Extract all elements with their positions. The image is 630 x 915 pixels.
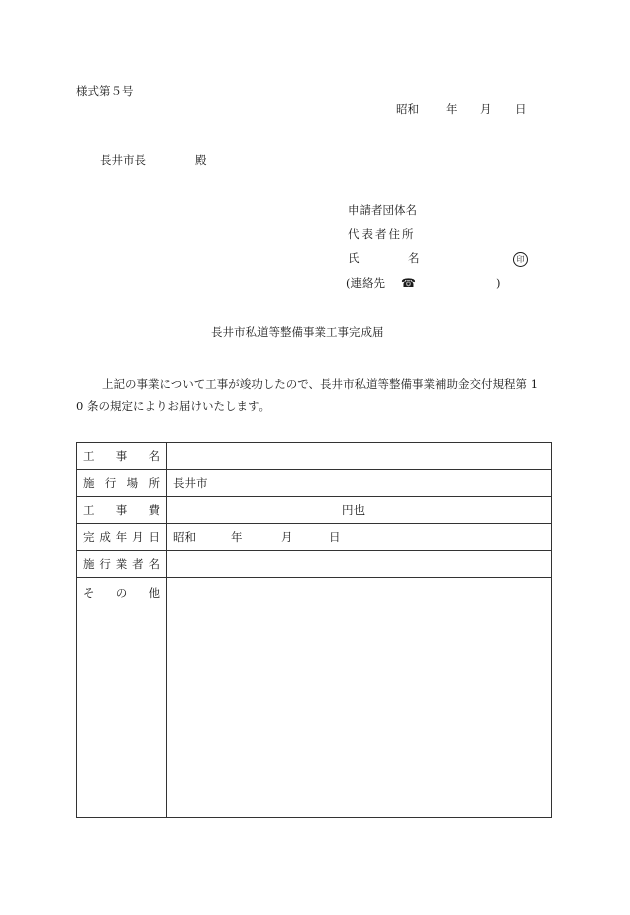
label-char: 行 xyxy=(99,557,111,571)
date-year: 年 xyxy=(231,530,243,544)
label-char: 者 xyxy=(132,557,144,571)
table-row xyxy=(77,497,552,524)
body-line-1: 上記の事業について工事が竣功したので、長井市私道等整備事業補助金交付規程第 1 xyxy=(102,377,539,391)
table-row xyxy=(77,551,552,578)
label-char: 所 xyxy=(148,476,160,490)
row-label-construction-cost xyxy=(77,497,167,524)
label-char: 年 xyxy=(115,530,128,544)
label-char: 場 xyxy=(126,476,139,490)
label-char: 施 xyxy=(83,476,95,490)
applicant-contact-open: (連絡先 xyxy=(346,276,385,290)
table-row xyxy=(77,524,552,551)
form-number: 様式第５号 xyxy=(76,84,134,98)
addressee-honorific: 殿 xyxy=(195,153,207,167)
date-month: 月 xyxy=(281,530,293,544)
applicant-name-label-2: 名 xyxy=(408,251,420,265)
addressee-name: 長井市長 xyxy=(100,153,146,167)
other-value[interactable] xyxy=(167,578,552,818)
applicant-contact-close: ) xyxy=(496,276,501,290)
table-row xyxy=(77,578,552,818)
row-label-completion-date xyxy=(77,524,167,551)
label-char: 他 xyxy=(148,586,160,600)
label-char: の xyxy=(115,586,128,600)
cost-unit: 円也 xyxy=(342,503,365,517)
label-char: そ xyxy=(83,586,95,600)
label-char: 名 xyxy=(148,449,160,463)
construction-site-value[interactable]: 長井市 xyxy=(167,470,552,497)
body-line-2: 0 条の規定によりお届けいたします。 xyxy=(76,399,271,413)
row-label-other xyxy=(77,578,167,818)
table-row xyxy=(77,470,552,497)
header-date-year: 年 xyxy=(446,102,458,116)
label-char: 成 xyxy=(99,530,111,544)
label-char: 月 xyxy=(132,530,144,544)
header-date-day: 日 xyxy=(515,102,527,116)
label-char: 施 xyxy=(83,557,95,571)
label-char: 工 xyxy=(83,503,95,517)
completion-date-value[interactable] xyxy=(167,524,552,551)
phone-icon: ☎ xyxy=(401,276,416,290)
row-label-contractor-name xyxy=(77,551,167,578)
document-title: 長井市私道等整備事業工事完成届 xyxy=(211,325,384,339)
construction-name-value[interactable] xyxy=(167,443,552,470)
label-char: 事 xyxy=(115,503,128,517)
label-char: 工 xyxy=(83,449,95,463)
applicant-rep-address-label: 代表者住所 xyxy=(348,227,416,241)
applicant-name-label-1: 氏 xyxy=(348,251,360,265)
completion-form-table xyxy=(76,442,552,818)
seal-mark: 印 xyxy=(513,252,528,267)
contractor-name-value[interactable] xyxy=(167,551,552,578)
header-date-month: 月 xyxy=(480,102,492,116)
label-char: 費 xyxy=(148,503,160,517)
label-char: 日 xyxy=(148,530,160,544)
date-era: 昭和 xyxy=(173,530,196,544)
header-date-era: 昭和 xyxy=(396,102,419,116)
label-char: 名 xyxy=(148,557,160,571)
date-day: 日 xyxy=(329,530,341,544)
construction-cost-value[interactable] xyxy=(167,497,552,524)
applicant-org-label: 申請者団体名 xyxy=(348,203,417,217)
label-char: 事 xyxy=(115,449,128,463)
label-char: 業 xyxy=(115,557,128,571)
label-char: 行 xyxy=(104,476,117,490)
body-text xyxy=(76,373,556,417)
table-row xyxy=(77,443,552,470)
label-char: 完 xyxy=(83,530,95,544)
row-label-construction-site xyxy=(77,470,167,497)
row-label-construction-name xyxy=(77,443,167,470)
